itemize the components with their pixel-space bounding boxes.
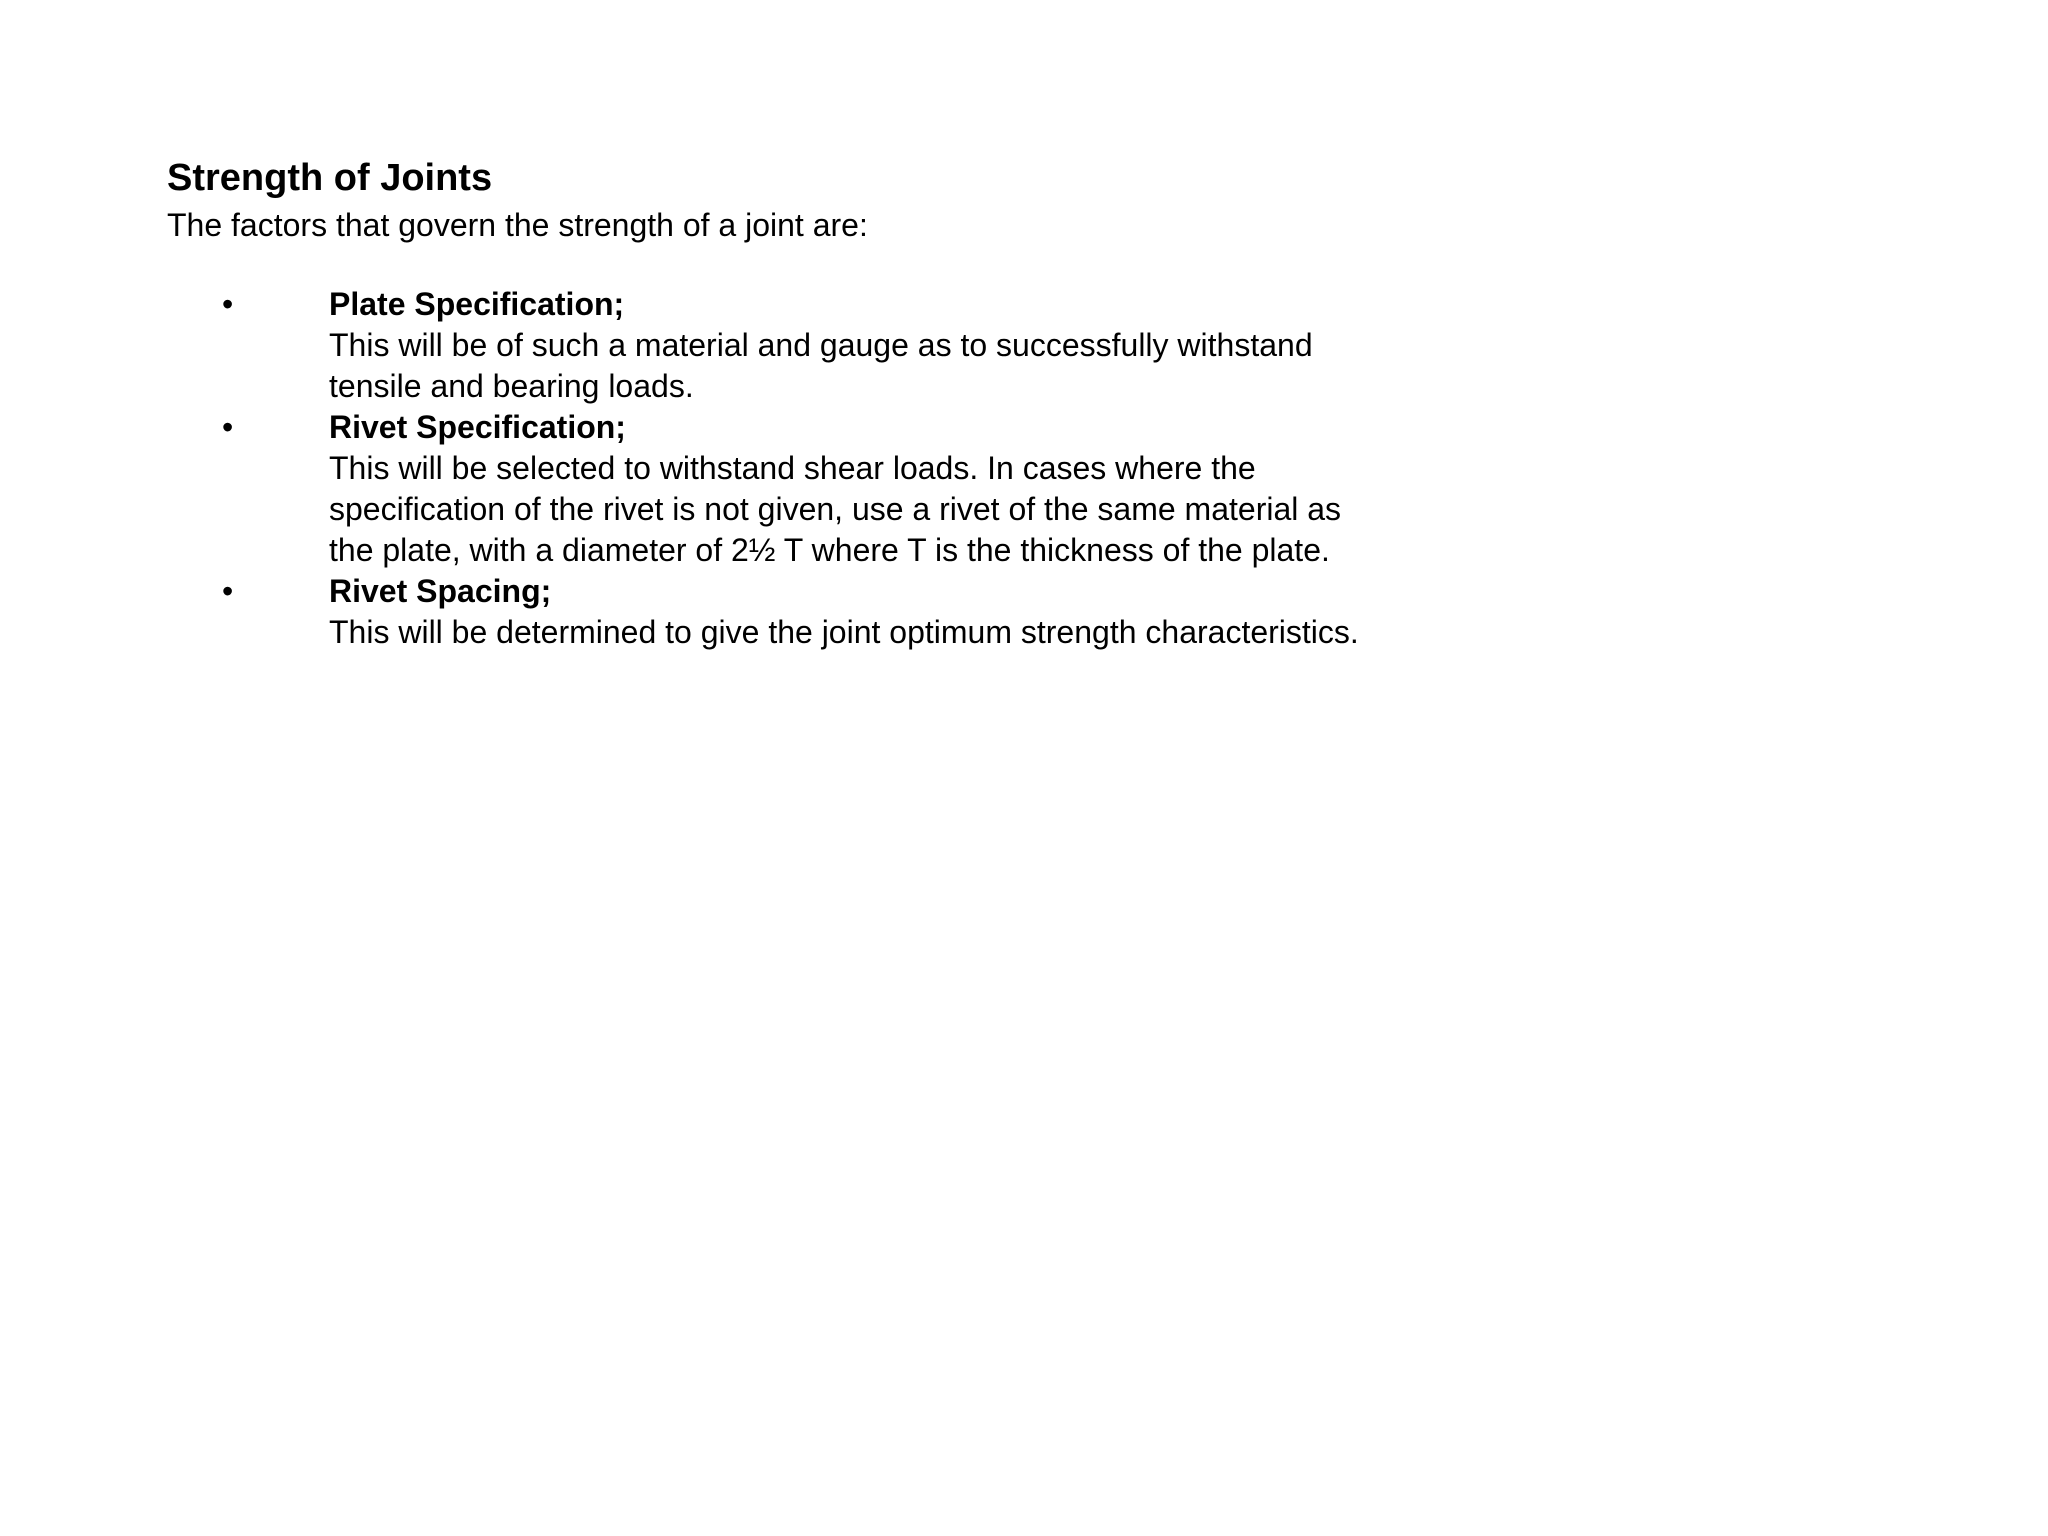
list-item-rivet-spacing	[167, 571, 1727, 653]
intro-paragraph: The factors that govern the strength of a joint are:	[167, 207, 868, 243]
page-title: Strength of Joints	[167, 157, 493, 199]
bullet-icon: •	[222, 286, 234, 322]
factor-description: This will be selected to withstand shear loads. In cases where the specification of the rivet is not given, use a rivet of the same material as the plate, with a diameter of 2½ T where T is the thickness of the plate.	[329, 450, 1342, 568]
factors-list	[167, 284, 1727, 653]
bullet-icon: •	[222, 409, 234, 445]
document-body	[167, 152, 1727, 653]
factor-heading: Plate Specification;	[329, 286, 625, 322]
factor-heading: Rivet Spacing;	[329, 573, 552, 609]
factor-description: This will be determined to give the joint optimum strength characteristics.	[329, 614, 1359, 650]
bullet-icon: •	[222, 573, 234, 609]
list-item-rivet-specification	[167, 407, 1727, 571]
factor-description: This will be of such a material and gauge as to successfully withstand tensile and bearing loads.	[329, 327, 1313, 404]
list-item-plate-specification	[167, 284, 1727, 407]
factor-heading: Rivet Specification;	[329, 409, 626, 445]
